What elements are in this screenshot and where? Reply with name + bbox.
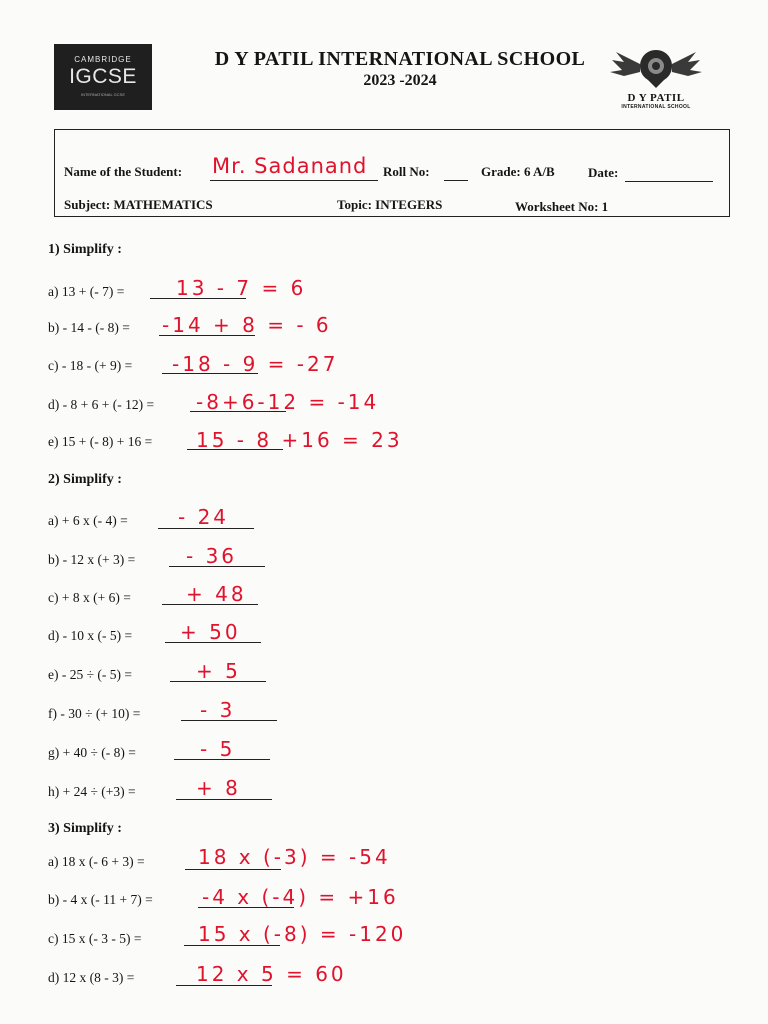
student-name-line xyxy=(210,180,378,181)
answer-1c: -18 - 9 = -27 xyxy=(172,352,339,376)
date-label: Date: xyxy=(588,165,619,180)
crest-title: D Y PATIL xyxy=(627,92,685,104)
question-2g: g) + 40 ÷ (- 8) = xyxy=(48,745,136,760)
grade-label: Grade: 6 A/B xyxy=(481,164,555,179)
answer-1a: 13 - 7 = 6 xyxy=(176,276,307,300)
question-1c: c) - 18 - (+ 9) = xyxy=(48,358,133,373)
question-1e: e) 15 + (- 8) + 16 = xyxy=(48,434,153,449)
answer-2g: - 5 xyxy=(200,737,236,761)
answer-2a: - 24 xyxy=(178,505,230,529)
answer-2e: + 5 xyxy=(196,659,241,683)
question-2c: c) + 8 x (+ 6) = xyxy=(48,590,131,605)
answer-3a: 18 x (-3) = -54 xyxy=(198,845,391,869)
answer-3b: -4 x (-4) = +16 xyxy=(202,885,399,909)
answer-1b: -14 + 8 = - 6 xyxy=(162,313,332,337)
answer-1d: -8+6-12 = -14 xyxy=(196,390,380,414)
worksheet-label: Worksheet No: 1 xyxy=(515,199,609,214)
question-2h: h) + 24 ÷ (+3) = xyxy=(48,784,136,799)
question-3c: c) 15 x (- 3 - 5) = xyxy=(48,931,142,946)
answer-1e: 15 - 8 +16 = 23 xyxy=(196,428,403,452)
answer-3d: 12 x 5 = 60 xyxy=(196,962,347,986)
date-line xyxy=(625,181,713,182)
question-2f: f) - 30 ÷ (+ 10) = xyxy=(48,706,141,721)
topic-label: Topic: INTEGERS xyxy=(337,197,443,212)
question-2d: d) - 10 x (- 5) = xyxy=(48,628,133,643)
answer-2c: + 48 xyxy=(186,582,247,606)
crest-subtitle: INTERNATIONAL SCHOOL xyxy=(621,104,691,110)
question-3b: b) - 4 x (- 11 + 7) = xyxy=(48,892,153,907)
school-name: D Y PATIL INTERNATIONAL SCHOOL xyxy=(214,48,586,70)
answer-2h: + 8 xyxy=(196,776,241,800)
question-2e: e) - 25 ÷ (- 5) = xyxy=(48,667,132,682)
question-1b: b) - 14 - (- 8) = xyxy=(48,320,130,335)
logo-big-text: IGCSE xyxy=(69,65,137,88)
question-3d: d) 12 x (8 - 3) = xyxy=(48,970,135,985)
student-name-value: Mr. Sadanand xyxy=(212,154,368,178)
roll-no-line xyxy=(444,180,468,181)
question-2b: b) - 12 x (+ 3) = xyxy=(48,552,136,567)
question-1d: d) - 8 + 6 + (- 12) = xyxy=(48,397,155,412)
question-3a: a) 18 x (- 6 + 3) = xyxy=(48,854,145,869)
section-2-heading: 2) Simplify : xyxy=(48,472,122,487)
section-1-heading: 1) Simplify : xyxy=(48,242,122,257)
question-2a: a) + 6 x (- 4) = xyxy=(48,513,128,528)
question-1a: a) 13 + (- 7) = xyxy=(48,284,125,299)
student-name-label: Name of the Student: xyxy=(64,164,183,179)
academic-year: 2023 -2024 xyxy=(363,72,437,89)
logo-small-text: CAMBRIDGE xyxy=(74,55,132,64)
answer-2d: + 50 xyxy=(180,620,241,644)
section-3-heading: 3) Simplify : xyxy=(48,821,122,836)
subject-label: Subject: MATHEMATICS xyxy=(64,197,213,212)
logo-tiny-text: INTERNATIONAL GCSE xyxy=(80,92,125,97)
answer-line xyxy=(185,869,281,870)
answer-2b: - 36 xyxy=(186,544,238,568)
roll-no-label: Roll No: xyxy=(383,164,430,179)
answer-3c: 15 x (-8) = -120 xyxy=(198,922,407,946)
igcse-logo xyxy=(54,44,152,110)
answer-2f: - 3 xyxy=(200,698,236,722)
